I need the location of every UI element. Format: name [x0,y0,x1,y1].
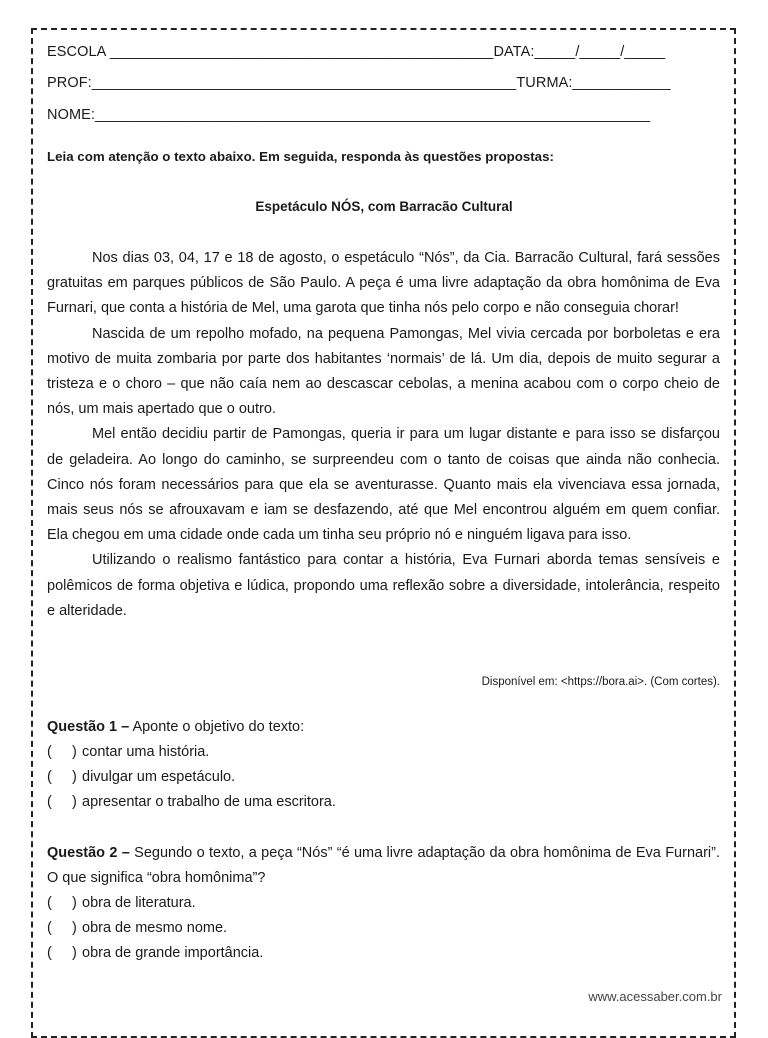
checkbox-paren[interactable]: ( ) [47,895,77,911]
question-1-label: Questão 1 – [47,719,130,735]
option-label: apresentar o trabalho de uma escritora. [82,794,336,810]
question-1-prompt [47,715,720,740]
question-1-text: Aponte o objetivo do texto: [132,719,305,735]
header-nome-line[interactable]: NOME:____________________________________________________________________ [47,107,651,123]
checkbox-paren[interactable]: ( ) [47,769,77,785]
option-label: divulgar um espetáculo. [82,769,236,785]
paragraph: Nos dias 03, 04, 17 e 18 de agosto, o espetáculo “Nós”, da Cia. Barracão Cultural, fará sessões gratuitas em parques públicos de São Paulo. A peça é uma livre adaptação da obra homônima de Eva Furnari, que conta a história de Mel, uma garota que tinha nós pelo corpo e não conseguia chorar! [47,250,720,317]
text-title: Espetáculo NÓS, com Barracão Cultural [255,199,513,214]
question-1 [47,715,720,815]
source-citation: Disponível em: <https://bora.ai>. (Com cortes). [481,676,720,688]
checkbox-paren[interactable]: ( ) [47,744,77,760]
question-2 [47,841,720,966]
checkbox-paren[interactable]: ( ) [47,920,77,936]
option-label: obra de grande importância. [82,945,264,961]
option-label: obra de mesmo nome. [82,920,228,936]
question-2-option[interactable] [47,891,720,916]
checkbox-paren[interactable]: ( ) [47,945,77,961]
question-1-option[interactable] [47,740,720,765]
checkbox-paren[interactable]: ( ) [47,794,77,810]
paragraph: Mel então decidiu partir de Pamongas, queria ir para um lugar distante e para isso se disfarçou de geladeira. Ao longo do caminho, se surpreendeu com o tanto de coisas que ainda não conhecia. Cinco nós foram necessários para que ela se aventurasse. Quanto mais ela vivenciava essa jornada, mais seus nós se afrouxavam e iam se desfazendo, até que Mel encontrou alguém em quem confiar. Ela chegou em uma cidade onde cada um tinha seu próprio nó e ninguém ligava para isso. [47,426,720,544]
header-prof-line[interactable]: PROF:____________________________________________________TURMA:____________ [47,75,671,91]
question-2-option[interactable] [47,916,720,941]
paragraph: Nascida de um repolho mofado, na pequena Pamongas, Mel vivia cercada por borboletas e era motivo de muita zombaria por parte dos habitantes ‘normais’ de lá. Um dia, depois de muito segurar a tristeza e o choro – que não caía nem ao descascar cebolas, a menina acabou com o corpo cheio de nós, um mais apertado que o outro. [47,325,720,418]
question-2-prompt [47,841,720,891]
footer-website[interactable]: www.acessaber.com.br [588,989,722,1004]
question-1-option[interactable] [47,765,720,790]
option-label: contar uma história. [82,744,210,760]
question-2-text: Segundo o texto, a peça “Nós” “é uma livre adaptação da obra homônima de Eva Furnari”. O que significa “obra homônima”? [47,845,720,886]
question-1-option[interactable] [47,790,720,815]
instruction: Leia com atenção o texto abaixo. Em seguida, responda às questões propostas: [47,149,554,164]
question-2-option[interactable] [47,941,720,966]
paragraph: Utilizando o realismo fantástico para contar a história, Eva Furnari aborda temas sensíveis e polêmicos de forma objetiva e lúdica, propondo uma reflexão sobre a diversidade, intolerância, respeito e alteridade. [47,552,720,619]
header-escola-line[interactable]: ESCOLA _______________________________________________DATA:_____/_____/_____ [47,44,666,60]
reading-text [47,246,720,624]
option-label: obra de literatura. [82,895,196,911]
question-2-label: Questão 2 – [47,845,130,861]
